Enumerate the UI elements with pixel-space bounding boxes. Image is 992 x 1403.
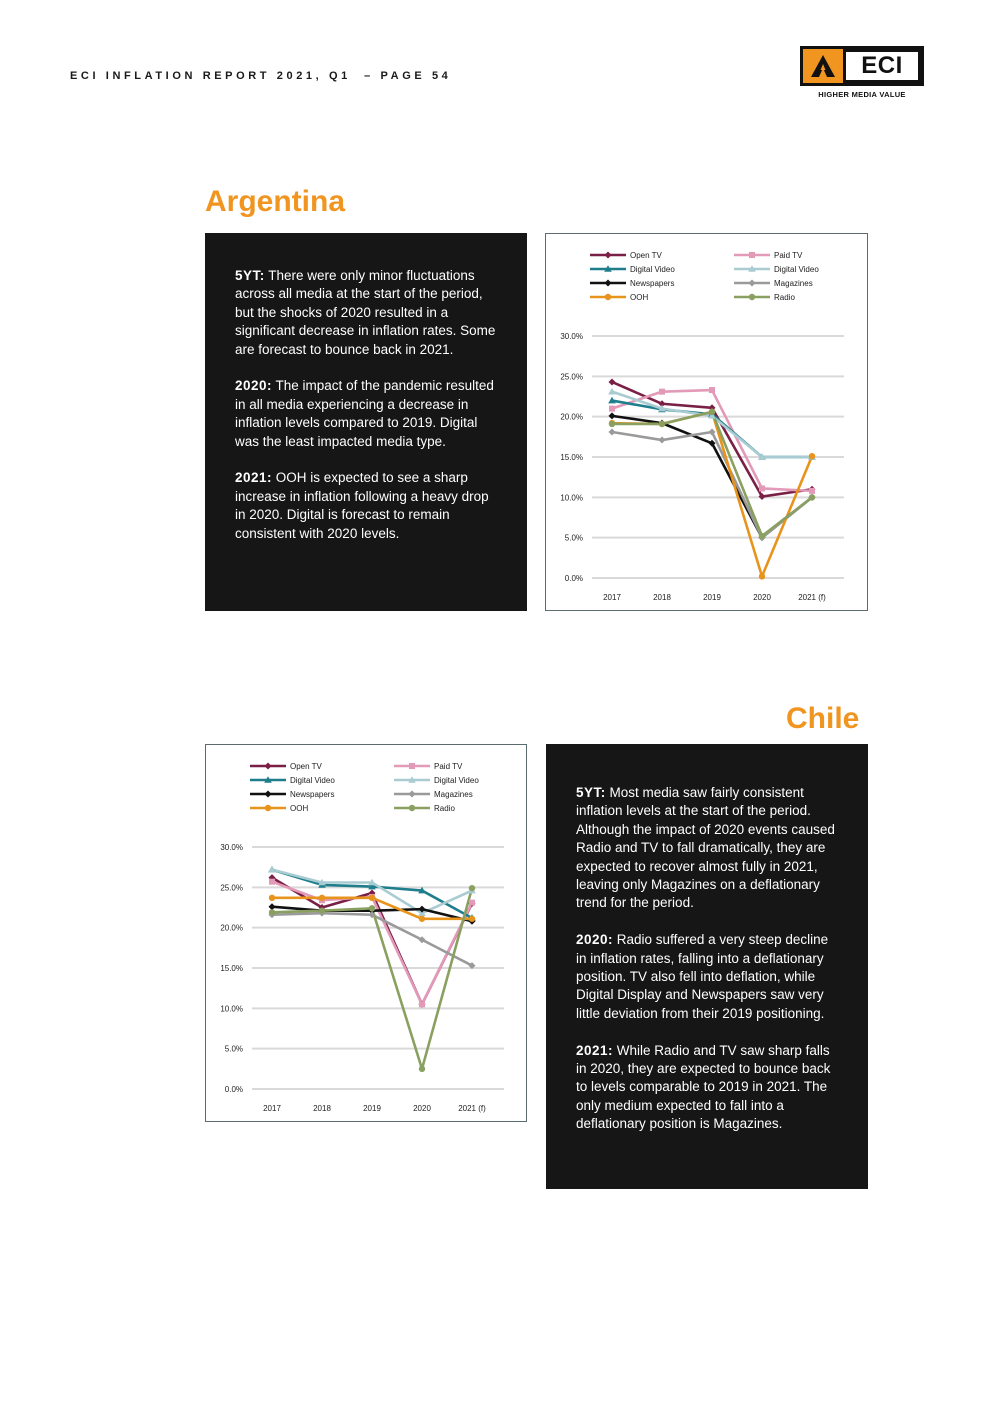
data-point (709, 387, 715, 393)
x-tick-label: 2021 (f) (458, 1104, 486, 1113)
series-line (272, 913, 472, 965)
legend-label: Magazines (434, 790, 473, 799)
legend-label: Newspapers (630, 279, 675, 288)
data-point (269, 909, 275, 915)
y-tick-label: 30.0% (220, 843, 243, 852)
y-tick-label: 5.0% (564, 533, 583, 543)
chile-para-2020: 2020: Radio suffered a very steep decline in inflation rates, falling into a deflationary position. TV also fell into deflation, while Digital Display and Newspapers saw very little deviation from their 2019 positioning. (576, 932, 829, 1021)
legend-label: Radio (434, 804, 455, 813)
legend-marker (409, 805, 415, 811)
legend-label: Digital Video (630, 265, 675, 274)
data-point (609, 428, 616, 435)
y-tick-label: 5.0% (224, 1044, 243, 1054)
chile-chart (205, 744, 527, 1122)
report-header (70, 70, 451, 82)
legend-label: Paid TV (434, 762, 463, 771)
data-point (269, 879, 275, 885)
legend-marker (265, 805, 271, 811)
data-point (369, 895, 375, 901)
legend-label: Magazines (774, 279, 813, 288)
data-point (319, 895, 325, 901)
data-point (659, 389, 665, 395)
argentina-title: Argentina (205, 185, 346, 218)
legend-marker (265, 791, 272, 798)
legend-label: Radio (774, 293, 795, 302)
x-tick-label: 2018 (313, 1104, 331, 1113)
chile-title: Chile (786, 702, 860, 735)
legend-marker (265, 763, 272, 770)
legend-marker (409, 763, 415, 769)
y-tick-label: 0.0% (564, 574, 583, 583)
legend-marker (605, 252, 612, 259)
data-point (469, 885, 475, 891)
data-point (469, 900, 475, 906)
argentina-para-5yt: 5YT: There were only minor fluctuations across all media at the start of the period, but the shocks of 2020 resulted in a significant decrease in inflation rates. Some are forecast to bounce back in 2021. (235, 268, 496, 357)
legend-label: Digital Video (774, 265, 819, 274)
y-tick-label: 25.0% (560, 372, 583, 382)
data-point (759, 533, 765, 539)
eci-logo-mark-icon (803, 49, 843, 83)
argentina-chart (545, 233, 868, 611)
data-point (419, 1001, 425, 1007)
data-point (419, 916, 425, 922)
logo-name: ECI (846, 52, 918, 80)
x-tick-label: 2019 (703, 593, 721, 602)
data-point (319, 908, 325, 914)
x-tick-label: 2018 (653, 593, 671, 602)
data-point (659, 421, 665, 427)
legend-marker (409, 791, 416, 798)
x-tick-label: 2017 (603, 593, 621, 602)
y-tick-label: 15.0% (220, 964, 243, 973)
data-point (419, 1066, 425, 1072)
data-point (809, 488, 815, 494)
argentina-chart-svg (546, 234, 867, 610)
legend-label: OOH (290, 804, 309, 813)
legend-label: Open TV (290, 762, 322, 771)
legend-label: Paid TV (774, 251, 803, 260)
legend-label: OOH (630, 293, 649, 302)
data-point (709, 409, 715, 415)
data-point (609, 412, 616, 419)
chile-chart-svg (206, 745, 526, 1121)
y-tick-label: 15.0% (560, 453, 583, 462)
y-tick-label: 20.0% (560, 412, 583, 422)
x-tick-label: 2020 (413, 1104, 431, 1113)
legend-label: Open TV (630, 251, 662, 260)
eci-logo (800, 46, 924, 99)
legend-marker (605, 280, 612, 287)
data-point (659, 437, 666, 444)
argentina-para-2020: 2020: The impact of the pandemic resulted in all media experiencing a decrease in inflation levels compared to 2019. Digital was the least impacted media type. (235, 378, 494, 449)
y-tick-label: 10.0% (220, 1004, 243, 1014)
data-point (269, 895, 275, 901)
report-title: ECI INFLATION REPORT 2021, Q1 (70, 70, 351, 82)
legend-label: Newspapers (290, 790, 335, 799)
chile-text-panel (546, 744, 868, 1189)
data-point (809, 494, 815, 500)
data-point (809, 453, 815, 459)
argentina-text-panel (205, 233, 527, 611)
legend-label: Digital Video (434, 776, 479, 785)
chile-para-5yt: 5YT: Most media saw fairly consistent inflation levels at the start of the period. Although the impact of 2020 events caused Radio and TV to fall dramatically, they are expected to recover almost fully in 2021, leaving only Magazines on a deflationary trend for the period. (576, 785, 835, 911)
x-tick-label: 2020 (753, 593, 771, 602)
data-point (609, 406, 615, 412)
page-label: – PAGE 54 (364, 70, 452, 82)
data-point (759, 485, 765, 491)
data-point (759, 573, 765, 579)
legend-marker (749, 294, 755, 300)
legend-marker (749, 280, 756, 287)
y-tick-label: 0.0% (224, 1085, 243, 1094)
x-tick-label: 2019 (363, 1104, 381, 1113)
y-tick-label: 10.0% (560, 493, 583, 503)
x-tick-label: 2021 (f) (798, 593, 826, 602)
y-tick-label: 30.0% (560, 332, 583, 341)
argentina-para-2021: 2021: OOH is expected to see a sharp increase in inflation following a heavy drop in 2020. Digital is forecast to remain consistent with 2020 levels. (235, 470, 489, 541)
y-tick-label: 20.0% (220, 923, 243, 933)
logo-tagline: HIGHER MEDIA VALUE (818, 90, 906, 99)
legend-label: Digital Video (290, 776, 335, 785)
y-tick-label: 25.0% (220, 883, 243, 893)
data-point (608, 388, 616, 395)
legend-marker (605, 294, 611, 300)
data-point (469, 916, 475, 922)
data-point (609, 421, 615, 427)
data-point (369, 905, 375, 911)
legend-marker (749, 252, 755, 258)
x-tick-label: 2017 (263, 1104, 281, 1113)
chile-para-2021: 2021: While Radio and TV saw sharp falls in 2020, they are expected to bounce back to levels comparable to 2019 in 2021. The only medium expected to fall into a deflationary position is Magazines. (576, 1042, 831, 1132)
